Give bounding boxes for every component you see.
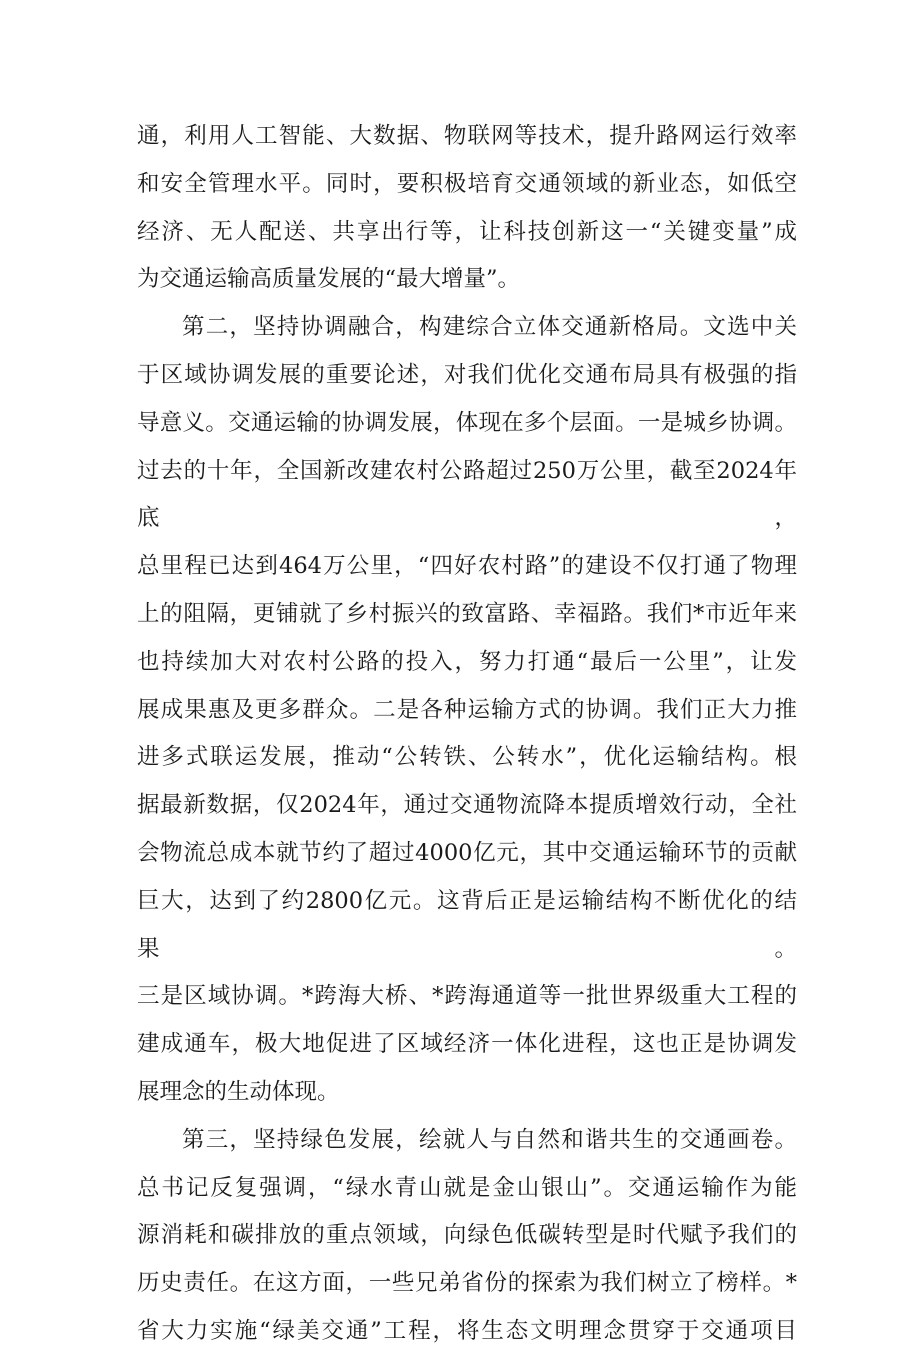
text-line: 历史责任。在这方面，一些兄弟省份的探索为我们树立了榜样。* <box>137 1270 797 1297</box>
text-line: 进多式联运发展，推动“公转铁、公转水”，优化运输结构。根 <box>137 744 797 771</box>
document-page <box>137 113 797 1356</box>
paragraph-green-development <box>137 1117 797 1356</box>
text-line: 于区域协调发展的重要论述，对我们优化交通布局具有极强的指 <box>137 361 797 388</box>
text-line: 三是区域协调。*跨海大桥、*跨海通道等一批世界级重大工程的 <box>137 983 797 1010</box>
paragraph-tech-innovation <box>137 113 797 304</box>
text-line: 总书记反复强调，“绿水青山就是金山银山”。交通运输作为能 <box>137 1174 797 1201</box>
text-line: 也持续加大对农村公路的投入，努力打通“最后一公里”，让发 <box>137 648 797 675</box>
text-line: 总里程已达到464万公里，“四好农村路”的建设不仅打通了物理 <box>137 553 797 580</box>
text-line: 经济、无人配送、共享出行等，让科技创新这一“关键变量”成 <box>137 218 797 245</box>
text-line: 通，利用人工智能、大数据、物联网等技术，提升路网运行效率 <box>137 123 797 149</box>
text-line: 和安全管理水平。同时，要积极培育交通领域的新业态，如低空 <box>137 170 797 197</box>
text-line: 展理念的生动体现。 <box>137 1078 340 1105</box>
text-line: 会物流总成本就节约了超过4000亿元，其中交通运输环节的贡献 <box>137 839 797 866</box>
text-line: 上的阻隔，更铺就了乡村振兴的致富路、幸福路。我们*市近年来 <box>137 600 797 627</box>
text-line: 展成果惠及更多群众。二是各种运输方式的协调。我们正大力推 <box>137 696 797 723</box>
text-line: 为交通运输高质量发展的“最大增量”。 <box>137 266 521 293</box>
text-line: 源消耗和碳排放的重点领域，向绿色低碳转型是时代赋予我们的 <box>137 1222 797 1249</box>
text-line: 第二，坚持协调融合，构建综合立体交通新格局。文选中关 <box>182 314 797 341</box>
text-line: 第三，坚持绿色发展，绘就人与自然和谐共生的交通画卷。 <box>182 1126 797 1153</box>
text-line: 过去的十年，全国新改建农村公路超过250万公里，截至2024年底， <box>137 457 797 532</box>
text-line: 导意义。交通运输的协调发展，体现在多个层面。一是城乡协调。 <box>137 409 797 436</box>
text-line: 据最新数据，仅2024年，通过交通物流降本提质增效行动，全社 <box>137 792 797 819</box>
paragraph-coordination <box>137 304 797 1117</box>
text-line: 巨大，达到了约2800亿元。这背后正是运输结构不断优化的结果。 <box>137 887 797 962</box>
text-line: 省大力实施“绿美交通”工程，将生态文明理念贯穿于交通项目 <box>137 1317 797 1344</box>
text-line: 建成通车，极大地促进了区域经济一体化进程，这也正是协调发 <box>137 1031 797 1058</box>
